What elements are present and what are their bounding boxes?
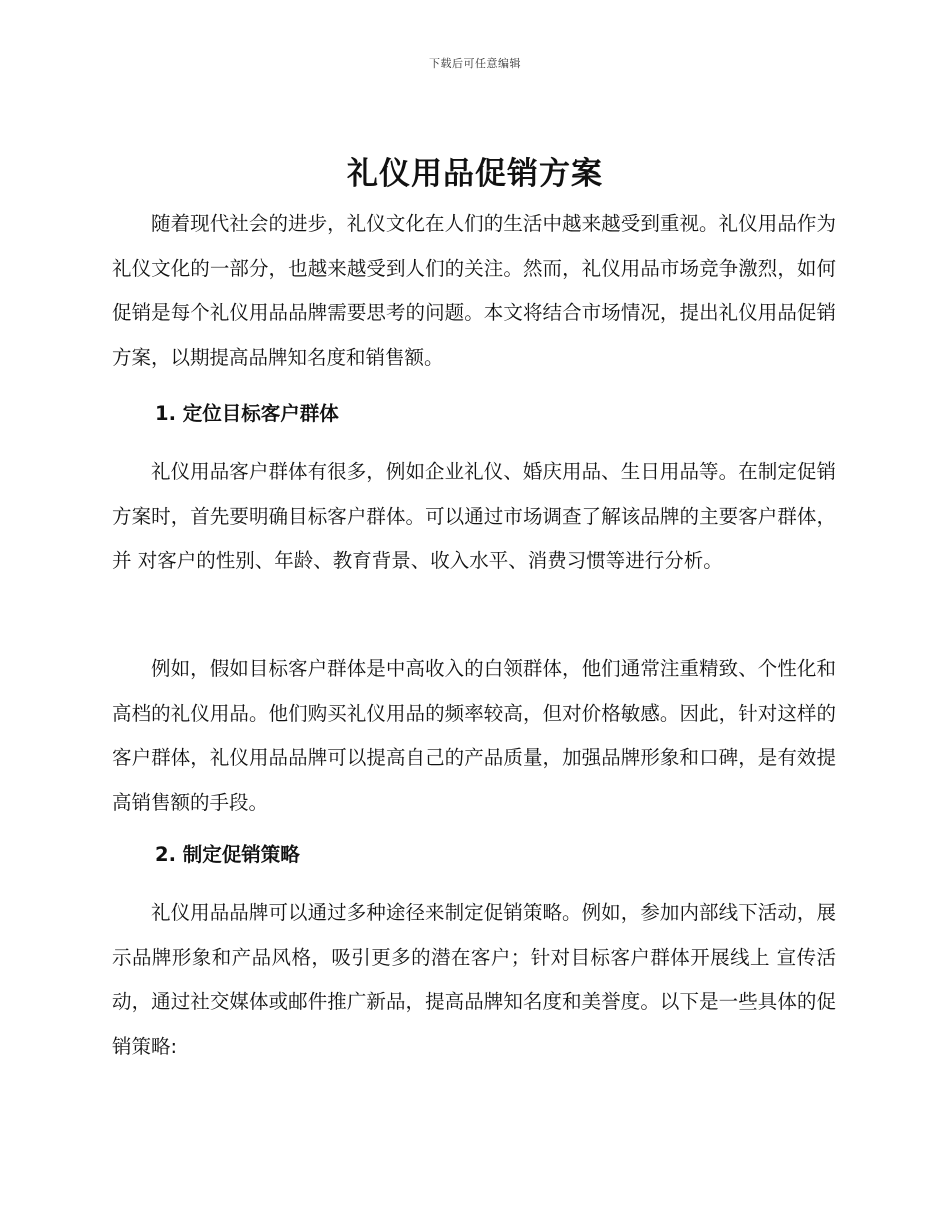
page-header-note: 下载后可任意编辑 bbox=[429, 57, 521, 70]
section-heading-target-customers: 1. 定位目标客户群体 bbox=[155, 402, 339, 425]
intro-paragraph: 随着现代社会的进步，礼仪文化在人们的生活中越来越受到重视。礼仪用品作为礼仪文化的一部分，也越来越受到人们的关注。然而，礼仪用品市场竞争激烈，如何促销是每个礼仪用品品牌需要思考的问题。本文将结合市场情况，提出礼仪用品促销方案，以期提高品牌知名度和销售额。 bbox=[112, 212, 836, 369]
document-title: 礼仪用品促销方案 bbox=[347, 156, 603, 192]
target-customers-paragraph-2: 例如，假如目标客户群体是中高收入的白领群体，他们通常注重精致、个性化和高档的礼仪用品。他们购买礼仪用品的频率较高，但对价格敏感。因此，针对这样的 客户群体，礼仪用品品牌可以提高自己的产品质量，加强品牌形象和口碑，是有效提高销售额的手段。 bbox=[112, 657, 836, 814]
section-heading-promotion-strategy: 2. 制定促销策略 bbox=[155, 843, 300, 866]
promotion-strategy-paragraph: 礼仪用品品牌可以通过多种途径来制定促销策略。例如，参加内部线下活动，展示品牌形象和产品风格，吸引更多的潜在客户；针对目标客户群体开展线上 宣传活动，通过社交媒体或邮件推广新品，提高品牌知名度和美誉度。以下是一些具体的促销策略: bbox=[112, 901, 836, 1058]
target-customers-paragraph-1: 礼仪用品客户群体有很多，例如企业礼仪、婚庆用品、生日用品等。在制定促销方案时，首先要明确目标客户群体。可以通过市场调查了解该品牌的主要客户群体，并 对客户的性别、年龄、教育背景、收入水平、消费习惯等进行分析。 bbox=[112, 460, 836, 572]
